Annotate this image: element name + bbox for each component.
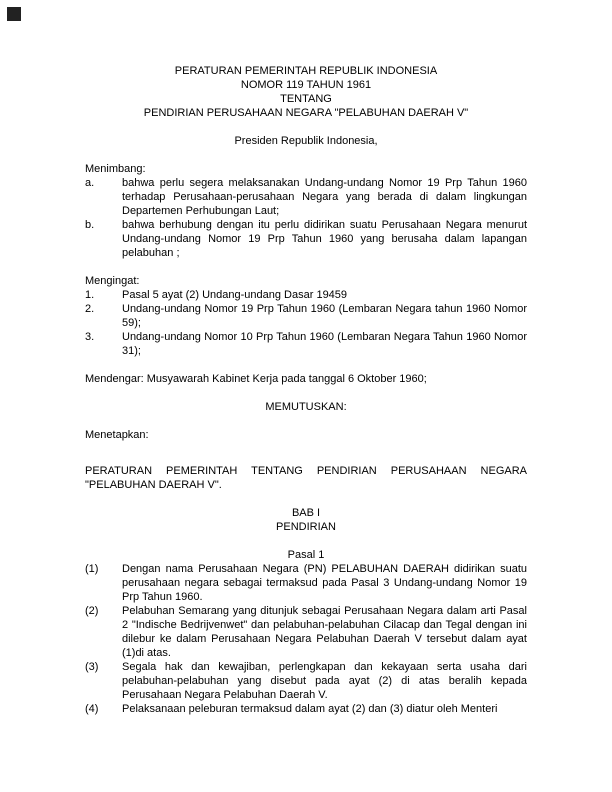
pasal-item-text: Pelabuhan Semarang yang ditunjuk sebagai Perusahaan Negara dalam arti Pasal 2 "Indische Bedrijvenwet" dan pelabuhan-pelabuhan Cilacap dan Tegal dengan ini dilebur ke dalam Perusahaan Negara Pelabuhan Daerah V tersebut dalam ayat (1)di atas. [122, 605, 527, 659]
menimbang-item-text: bahwa perlu segera melaksanakan Undang-undang Nomor 19 Prp Tahun 1960 terhadap Perusahaan-perusahaan Negara yang berada di dalam lingkungan Departemen Perhubungan Laut; [122, 177, 527, 217]
pasal-item-label: (4) [85, 703, 99, 715]
menimbang-item-label: b. [85, 219, 95, 231]
mengingat-item [85, 302, 527, 330]
menimbang-item [85, 218, 527, 260]
title-line-4: PENDIRIAN PERUSAHAAN NEGARA "PELABUHAN DAERAH V" [143, 107, 469, 119]
pasal-item [85, 562, 527, 604]
decree-paragraph: PERATURAN PEMERINTAH TENTANG PENDIRIAN PERUSAHAAN NEGARA "PELABUHAN DAERAH V". [85, 465, 527, 491]
corner-mark [7, 7, 21, 21]
title-line-3: TENTANG [280, 93, 332, 105]
document-content [85, 64, 527, 716]
title-line-1: PERATURAN PEMERINTAH REPUBLIK INDONESIA [174, 65, 438, 77]
bab-heading [85, 506, 527, 534]
mengingat-item-text: Undang-undang Nomor 19 Prp Tahun 1960 (Lembaran Negara tahun 1960 Nomor 59); [122, 303, 527, 329]
mengingat-item-text: Pasal 5 ayat (2) Undang-undang Dasar 19459 [122, 289, 348, 301]
mengingat-item-label: 2. [85, 303, 95, 315]
pasal-item-label: (2) [85, 605, 99, 617]
salutation: Presiden Republik Indonesia, [234, 135, 378, 147]
menimbang-item-text: bahwa berhubung dengan itu perlu didirikan suatu Perusahaan Negara menurut Undang-undang Nomor 19 Prp Tahun 1960 yang berusaha dalam lapangan pelabuhan ; [122, 219, 527, 259]
pasal-item-text: Segala hak dan kewajiban, perlengkapan dan kekayaan serta usaha dari pelabuhan-pelabuhan yang disebut pada ayat (2) di atas beralih kepada Perusahaan Negara Pelabuhan Daerah V. [122, 661, 527, 701]
pasal-item-label: (3) [85, 661, 99, 673]
menimbang-item-label: a. [85, 177, 95, 189]
pasal-body [85, 562, 527, 716]
pasal-item-label: (1) [85, 563, 99, 575]
title-line-2: NOMOR 119 TAHUN 1961 [240, 79, 372, 91]
document-title [85, 64, 527, 120]
mengingat-item-label: 3. [85, 331, 95, 343]
menimbang-item [85, 176, 527, 218]
menetapkan-label: Menetapkan: [85, 429, 149, 441]
pasal-item [85, 702, 527, 716]
mengingat-item [85, 288, 527, 302]
pasal-item-text: Dengan nama Perusahaan Negara (PN) PELABUHAN DAERAH didirikan suatu perusahaan negara sebagai termaksud pada Pasal 3 Undang-undang Nomor 19 Prp Tahun 1960. [122, 563, 527, 603]
pasal-item [85, 604, 527, 660]
menimbang-label: Menimbang: [85, 163, 146, 175]
mengingat-item-label: 1. [85, 289, 95, 301]
mengingat-item [85, 330, 527, 358]
pasal-item [85, 660, 527, 702]
mengingat-label: Mengingat: [85, 275, 140, 287]
mengingat-item-text: Undang-undang Nomor 10 Prp Tahun 1960 (Lembaran Negara Tahun 1960 Nomor 31); [122, 331, 527, 357]
mendengar-line: Mendengar: Musyawarah Kabinet Kerja pada tanggal 6 Oktober 1960; [85, 373, 427, 385]
mengingat-section [85, 274, 527, 358]
pasal-item-text: Pelaksanaan peleburan termaksud dalam ayat (2) dan (3) diatur oleh Menteri [122, 703, 498, 715]
menimbang-section [85, 162, 527, 260]
bab-title: PENDIRIAN [276, 521, 336, 533]
memutuskan-heading: MEMUTUSKAN: [265, 401, 347, 413]
pasal-heading: Pasal 1 [287, 549, 325, 561]
bab-number: BAB I [291, 507, 321, 519]
